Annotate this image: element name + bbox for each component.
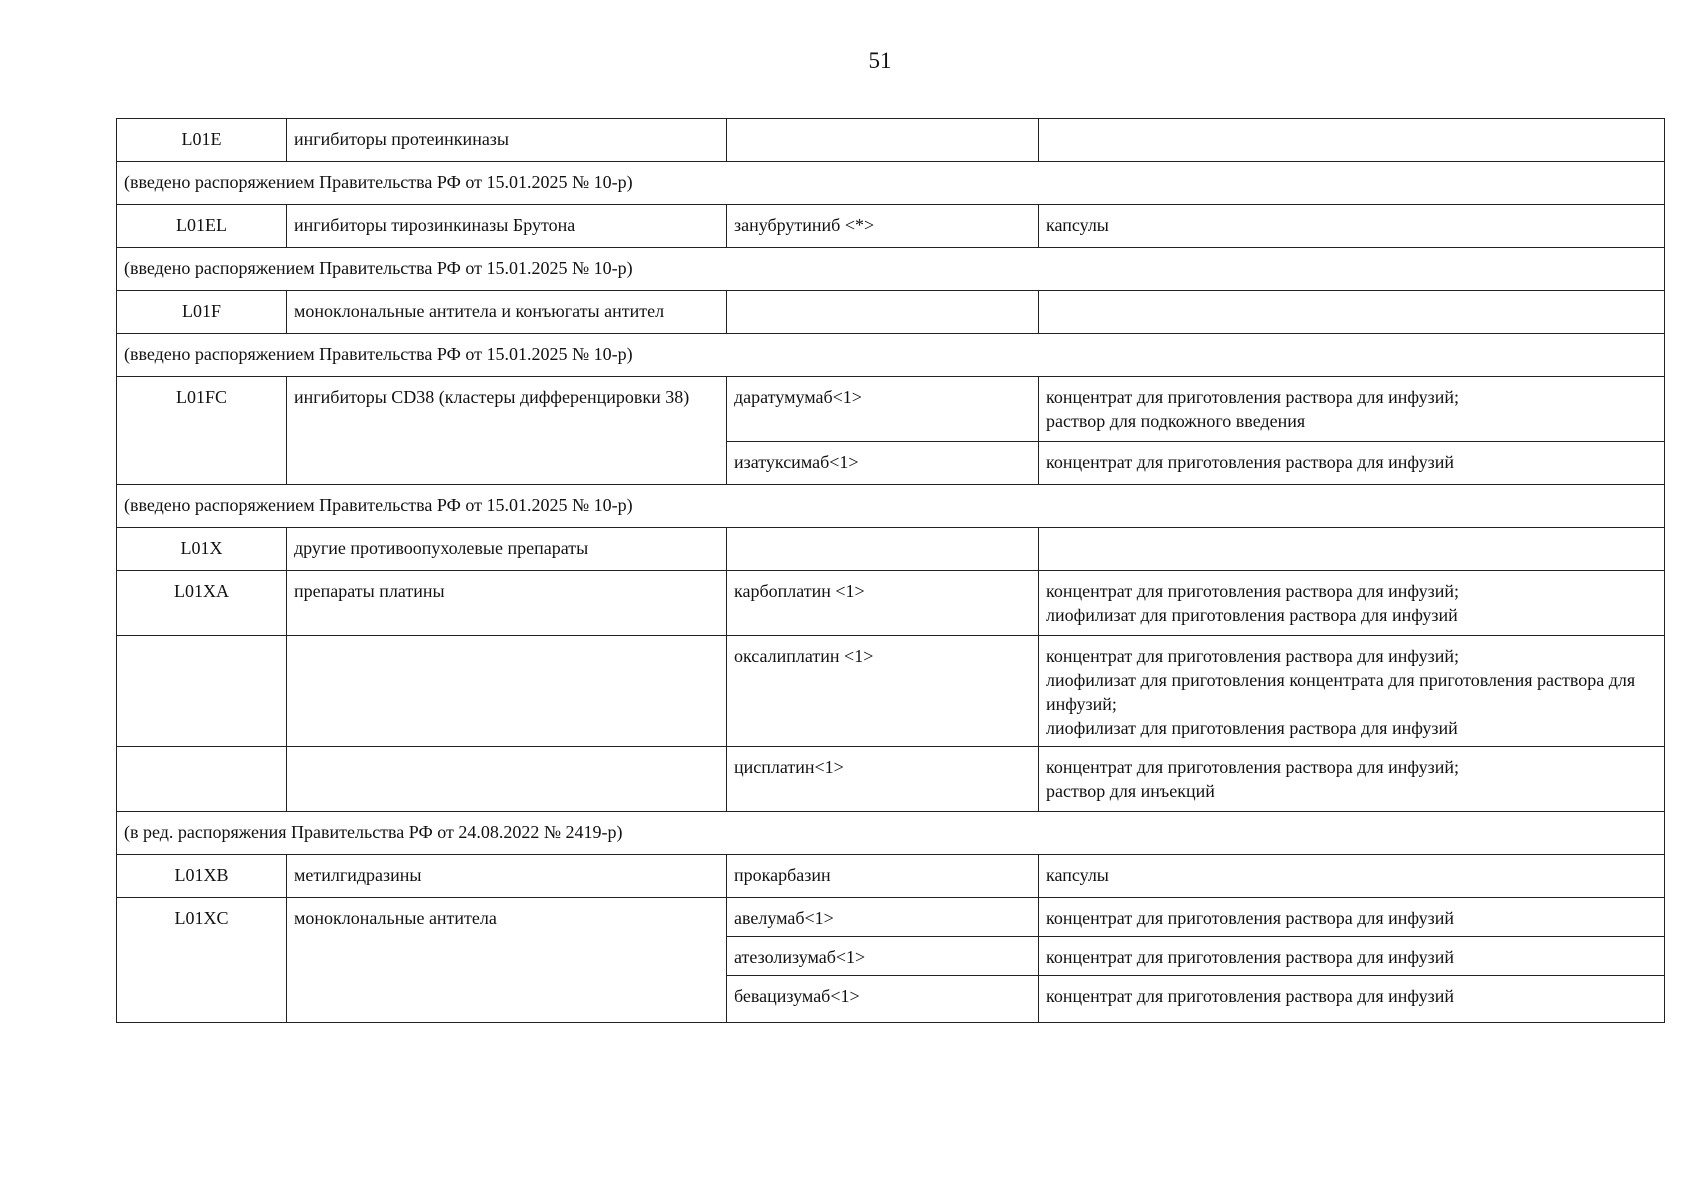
dosage-form-line: лиофилизат для приготовления раствора для инфузий (1046, 605, 1458, 625)
dosage-form-line: концентрат для приготовления раствора для инфузий (1046, 986, 1454, 1006)
dosage-forms (1039, 377, 1665, 442)
amendment-note: (введено распоряжением Правительства РФ от 15.01.2025 № 10-р) (117, 334, 1665, 377)
table-row (117, 162, 1665, 205)
pharmacological-group: ингибиторы протеинкиназы (287, 119, 727, 162)
page-number: 51 (868, 48, 892, 73)
atc-code: L01F (117, 291, 287, 334)
dosage-forms (1039, 442, 1665, 485)
drug-name (727, 528, 1039, 571)
dosage-forms (1039, 528, 1665, 571)
table-row (117, 855, 1665, 898)
pharmacological-group: моноклональные антитела и конъюгаты антител (287, 291, 727, 334)
drug-name: изатуксимаб<1> (727, 442, 1039, 485)
dosage-form-line: концентрат для приготовления раствора для инфузий; (1046, 757, 1459, 777)
table-row (117, 291, 1665, 334)
dosage-form-line: концентрат для приготовления раствора для инфузий; (1046, 387, 1459, 407)
table-row (117, 248, 1665, 291)
drug-name: бевацизумаб<1> (727, 976, 1039, 1023)
drug-name: оксалиплатин <1> (727, 636, 1039, 747)
pharmacological-group: другие противоопухолевые препараты (287, 528, 727, 571)
dosage-form-line: капсулы (1046, 865, 1109, 885)
pharmacological-group: ингибиторы тирозинкиназы Брутона (287, 205, 727, 248)
pharmacological-group: моноклональные антитела (287, 898, 727, 1023)
atc-code: L01XB (117, 855, 287, 898)
dosage-forms (1039, 937, 1665, 976)
pharmacological-group (287, 636, 727, 747)
dosage-forms (1039, 636, 1665, 747)
atc-code: L01FC (117, 377, 287, 485)
atc-code (117, 747, 287, 812)
dosage-form-line: лиофилизат для приготовления концентрата для приготовления раствора для инфузий; (1046, 670, 1636, 714)
dosage-form-line: концентрат для приготовления раствора для инфузий (1046, 908, 1454, 928)
drug-name: карбоплатин <1> (727, 571, 1039, 636)
amendment-note: (в ред. распоряжения Правительства РФ от 24.08.2022 № 2419-р) (117, 812, 1665, 855)
table-row (117, 205, 1665, 248)
dosage-form-line: лиофилизат для приготовления раствора для инфузий (1046, 718, 1458, 738)
atc-code: L01EL (117, 205, 287, 248)
table-row (117, 377, 1665, 442)
atc-code: L01X (117, 528, 287, 571)
dosage-forms (1039, 291, 1665, 334)
drug-name: цисплатин<1> (727, 747, 1039, 812)
drug-name: занубрутиниб <*> (727, 205, 1039, 248)
atc-code: L01XC (117, 898, 287, 1023)
amendment-note: (введено распоряжением Правительства РФ от 15.01.2025 № 10-р) (117, 485, 1665, 528)
table-row (117, 119, 1665, 162)
drug-name (727, 291, 1039, 334)
drug-classification-table (116, 118, 1665, 1023)
drug-name (727, 119, 1039, 162)
amendment-note: (введено распоряжением Правительства РФ от 15.01.2025 № 10-р) (117, 162, 1665, 205)
atc-code: L01E (117, 119, 287, 162)
pharmacological-group (287, 747, 727, 812)
dosage-form-line: капсулы (1046, 215, 1109, 235)
dosage-forms (1039, 571, 1665, 636)
dosage-form-line: концентрат для приготовления раствора для инфузий; (1046, 581, 1459, 601)
table-row (117, 571, 1665, 636)
dosage-forms (1039, 976, 1665, 1023)
table-row (117, 747, 1665, 812)
atc-code: L01XA (117, 571, 287, 636)
drug-name: прокарбазин (727, 855, 1039, 898)
table-row (117, 898, 1665, 937)
table-row (117, 636, 1665, 747)
table-row (117, 485, 1665, 528)
dosage-forms (1039, 205, 1665, 248)
table-row (117, 334, 1665, 377)
dosage-form-line: концентрат для приготовления раствора для инфузий (1046, 452, 1454, 472)
dosage-form-line: концентрат для приготовления раствора для инфузий; (1046, 646, 1459, 666)
amendment-note: (введено распоряжением Правительства РФ от 15.01.2025 № 10-р) (117, 248, 1665, 291)
table-row (117, 528, 1665, 571)
dosage-forms (1039, 119, 1665, 162)
drug-name: атезолизумаб<1> (727, 937, 1039, 976)
dosage-forms (1039, 898, 1665, 937)
dosage-form-line: раствор для инъекций (1046, 781, 1215, 801)
dosage-forms (1039, 747, 1665, 812)
pharmacological-group: метилгидразины (287, 855, 727, 898)
drug-name: авелумаб<1> (727, 898, 1039, 937)
table-row (117, 812, 1665, 855)
dosage-form-line: концентрат для приготовления раствора для инфузий (1046, 947, 1454, 967)
atc-code (117, 636, 287, 747)
drug-name: даратумумаб<1> (727, 377, 1039, 442)
dosage-form-line: раствор для подкожного введения (1046, 411, 1306, 431)
pharmacological-group: ингибиторы CD38 (кластеры дифференцировки 38) (287, 377, 727, 485)
dosage-forms (1039, 855, 1665, 898)
pharmacological-group: препараты платины (287, 571, 727, 636)
